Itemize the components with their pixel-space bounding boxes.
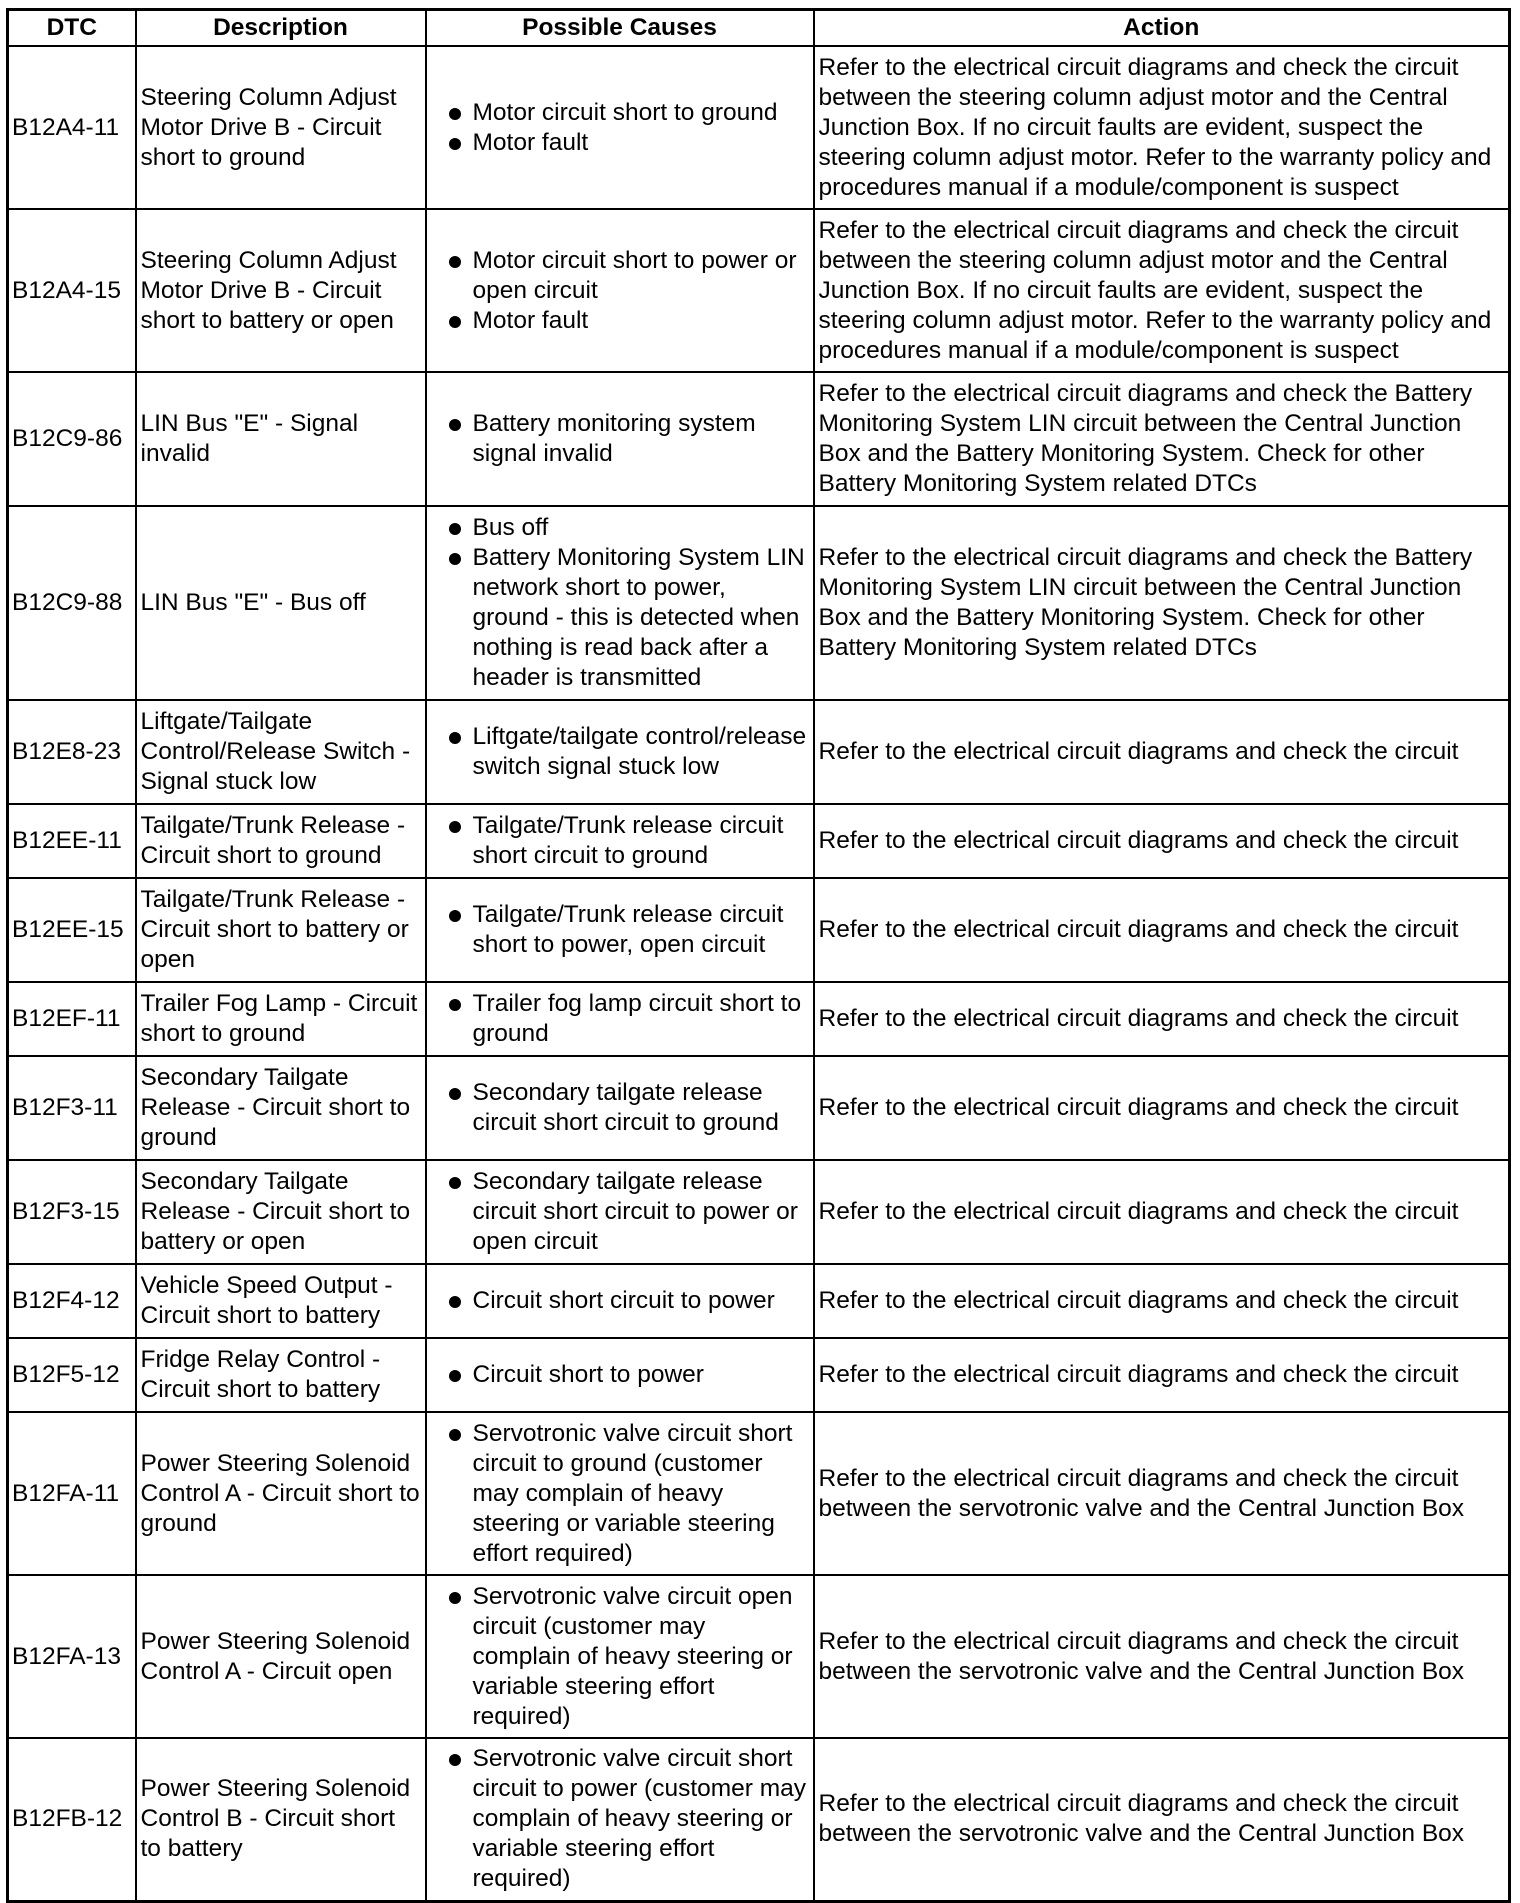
table-row — [8, 1056, 1510, 1160]
possible-causes — [426, 1738, 814, 1901]
cause-item: Battery Monitoring System LIN network short to power, ground - this is detected when nothing is read back after a header is transmitted — [439, 543, 809, 693]
header-possible-causes: Possible Causes — [426, 10, 814, 47]
cause-list — [439, 900, 809, 960]
action-text: Refer to the electrical circuit diagrams and check the Battery Monitoring System LIN circuit between the Central Junction Box and the Battery Monitoring System. Check for other Battery Monitoring System related DTCs — [814, 372, 1510, 506]
dtc-description: LIN Bus "E" - Signal invalid — [136, 372, 426, 506]
dtc-code: B12EE-11 — [8, 804, 136, 878]
dtc-description: Power Steering Solenoid Control A - Circuit short to ground — [136, 1412, 426, 1575]
cause-item: Tailgate/Trunk release circuit short to power, open circuit — [439, 900, 809, 960]
cause-item: Circuit short circuit to power — [439, 1286, 809, 1316]
cause-list — [439, 722, 809, 782]
possible-causes — [426, 1575, 814, 1738]
table-row — [8, 46, 1510, 209]
cause-list — [439, 1744, 809, 1894]
cause-item: Tailgate/Trunk release circuit short circuit to ground — [439, 811, 809, 871]
dtc-code: B12FB-12 — [8, 1738, 136, 1901]
dtc-code: B12A4-15 — [8, 209, 136, 372]
dtc-code: B12C9-86 — [8, 372, 136, 506]
table-row — [8, 506, 1510, 700]
action-text: Refer to the electrical circuit diagrams and check the circuit — [814, 982, 1510, 1056]
dtc-description: Fridge Relay Control - Circuit short to battery — [136, 1338, 426, 1412]
dtc-description: Steering Column Adjust Motor Drive B - Circuit short to battery or open — [136, 209, 426, 372]
dtc-description: Secondary Tailgate Release - Circuit short to ground — [136, 1056, 426, 1160]
table-row — [8, 1160, 1510, 1264]
action-text: Refer to the electrical circuit diagrams and check the circuit — [814, 804, 1510, 878]
cause-item: Motor fault — [439, 306, 809, 336]
action-text: Refer to the electrical circuit diagrams and check the circuit between the steering column adjust motor and the Central Junction Box. If no circuit faults are evident, suspect the steering column adjust motor. Refer to the warranty policy and procedures manual if a module/component is suspect — [814, 46, 1510, 209]
cause-item: Secondary tailgate release circuit short circuit to power or open circuit — [439, 1167, 809, 1257]
cause-item: Circuit short to power — [439, 1360, 809, 1390]
action-text: Refer to the electrical circuit diagrams and check the circuit between the servotronic valve and the Central Junction Box — [814, 1738, 1510, 1901]
dtc-code: B12F4-12 — [8, 1264, 136, 1338]
dtc-code: B12A4-11 — [8, 46, 136, 209]
possible-causes — [426, 372, 814, 506]
cause-item: Servotronic valve circuit short circuit to power (customer may complain of heavy steering or variable steering effort required) — [439, 1744, 809, 1894]
possible-causes — [426, 1160, 814, 1264]
dtc-table — [6, 8, 1511, 1903]
possible-causes — [426, 46, 814, 209]
table-row — [8, 1412, 1510, 1575]
table-row — [8, 878, 1510, 982]
dtc-description: Secondary Tailgate Release - Circuit short to battery or open — [136, 1160, 426, 1264]
cause-list — [439, 1167, 809, 1257]
action-text: Refer to the electrical circuit diagrams and check the circuit — [814, 1160, 1510, 1264]
dtc-description: Power Steering Solenoid Control B - Circuit short to battery — [136, 1738, 426, 1901]
cause-item: Motor circuit short to power or open circuit — [439, 246, 809, 306]
table-row — [8, 1264, 1510, 1338]
header-action: Action — [814, 10, 1510, 47]
cause-list — [439, 513, 809, 693]
action-text: Refer to the electrical circuit diagrams and check the circuit — [814, 878, 1510, 982]
dtc-description: LIN Bus "E" - Bus off — [136, 506, 426, 700]
table-row — [8, 982, 1510, 1056]
cause-item: Motor fault — [439, 128, 809, 158]
possible-causes — [426, 982, 814, 1056]
cause-item: Servotronic valve circuit open circuit (customer may complain of heavy steering or variable steering effort required) — [439, 1582, 809, 1732]
possible-causes — [426, 1056, 814, 1160]
possible-causes — [426, 700, 814, 804]
dtc-code: B12EF-11 — [8, 982, 136, 1056]
table-row — [8, 209, 1510, 372]
table-row — [8, 1575, 1510, 1738]
cause-item: Battery monitoring system signal invalid — [439, 409, 809, 469]
dtc-description: Tailgate/Trunk Release - Circuit short to battery or open — [136, 878, 426, 982]
cause-item: Secondary tailgate release circuit short circuit to ground — [439, 1078, 809, 1138]
dtc-description: Power Steering Solenoid Control A - Circuit open — [136, 1575, 426, 1738]
cause-list — [439, 989, 809, 1049]
action-text: Refer to the electrical circuit diagrams and check the circuit — [814, 1056, 1510, 1160]
dtc-code: B12FA-11 — [8, 1412, 136, 1575]
possible-causes — [426, 1412, 814, 1575]
cause-list — [439, 1419, 809, 1569]
action-text: Refer to the electrical circuit diagrams and check the circuit between the servotronic valve and the Central Junction Box — [814, 1575, 1510, 1738]
action-text: Refer to the electrical circuit diagrams and check the Battery Monitoring System LIN circuit between the Central Junction Box and the Battery Monitoring System. Check for other Battery Monitoring System related DTCs — [814, 506, 1510, 700]
action-text: Refer to the electrical circuit diagrams and check the circuit — [814, 1338, 1510, 1412]
table-row — [8, 1738, 1510, 1901]
table-row — [8, 700, 1510, 804]
action-text: Refer to the electrical circuit diagrams and check the circuit — [814, 1264, 1510, 1338]
dtc-code: B12F5-12 — [8, 1338, 136, 1412]
header-row — [8, 10, 1510, 47]
table-body — [8, 46, 1510, 1901]
dtc-code: B12F3-11 — [8, 1056, 136, 1160]
possible-causes — [426, 1264, 814, 1338]
possible-causes — [426, 804, 814, 878]
dtc-code: B12F3-15 — [8, 1160, 136, 1264]
cause-item: Motor circuit short to ground — [439, 98, 809, 128]
cause-list — [439, 246, 809, 336]
cause-list — [439, 409, 809, 469]
cause-list — [439, 1286, 809, 1316]
cause-list — [439, 1078, 809, 1138]
cause-list — [439, 1360, 809, 1390]
cause-list — [439, 98, 809, 158]
dtc-description: Trailer Fog Lamp - Circuit short to ground — [136, 982, 426, 1056]
cause-item: Trailer fog lamp circuit short to ground — [439, 989, 809, 1049]
dtc-code: B12EE-15 — [8, 878, 136, 982]
dtc-code: B12C9-88 — [8, 506, 136, 700]
cause-item: Servotronic valve circuit short circuit to ground (customer may complain of heavy steering or variable steering effort required) — [439, 1419, 809, 1569]
dtc-code: B12E8-23 — [8, 700, 136, 804]
table-row — [8, 372, 1510, 506]
dtc-description: Steering Column Adjust Motor Drive B - Circuit short to ground — [136, 46, 426, 209]
possible-causes — [426, 506, 814, 700]
dtc-description: Tailgate/Trunk Release - Circuit short to ground — [136, 804, 426, 878]
action-text: Refer to the electrical circuit diagrams and check the circuit — [814, 700, 1510, 804]
action-text: Refer to the electrical circuit diagrams and check the circuit between the servotronic valve and the Central Junction Box — [814, 1412, 1510, 1575]
dtc-code: B12FA-13 — [8, 1575, 136, 1738]
cause-item: Bus off — [439, 513, 809, 543]
dtc-description: Liftgate/Tailgate Control/Release Switch - Signal stuck low — [136, 700, 426, 804]
header-dtc: DTC — [8, 10, 136, 47]
action-text: Refer to the electrical circuit diagrams and check the circuit between the steering column adjust motor and the Central Junction Box. If no circuit faults are evident, suspect the steering column adjust motor. Refer to the warranty policy and procedures manual if a module/component is suspect — [814, 209, 1510, 372]
table-row — [8, 1338, 1510, 1412]
header-description: Description — [136, 10, 426, 47]
possible-causes — [426, 1338, 814, 1412]
cause-list — [439, 811, 809, 871]
cause-list — [439, 1582, 809, 1732]
dtc-description: Vehicle Speed Output - Circuit short to battery — [136, 1264, 426, 1338]
table-row — [8, 804, 1510, 878]
possible-causes — [426, 209, 814, 372]
cause-item: Liftgate/tailgate control/release switch signal stuck low — [439, 722, 809, 782]
possible-causes — [426, 878, 814, 982]
